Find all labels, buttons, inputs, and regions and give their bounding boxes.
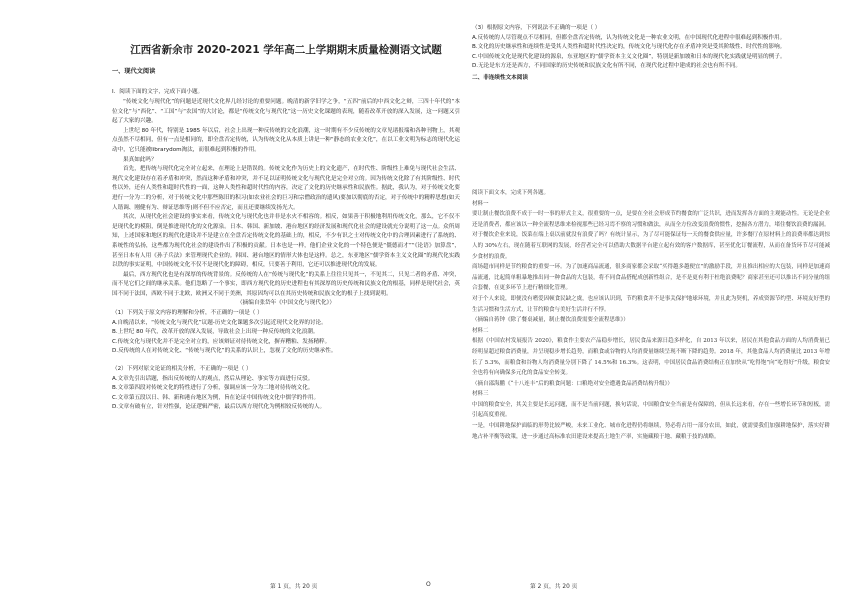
option: B.文化的历史继承性和连续性是受其人类性和超时代性决定的，传统文化与现代化存在矛盾冲突是受其阶级性、时代性的影响。 [472,44,786,51]
page-number-left: 第 1 页，共 20 页 [270,584,318,590]
paragraph: 上世纪 80 年代，特别是 1985 年以后，社会上出现一种反传统的文化浪潮，这一时期有不少反传统的文章见诸报端和各种刊物上，其观点虽然不尽相同，但有一点是相同的，即全盘否定传统，认为传统文化从本质上讲是一种“静态的农业文化”，在以工业文明为标志的现代化运动中，它只能被librarydom淘汰，而很难起到积极的作用。 [112,127,460,153]
question-1: （1）下列关于原文内容的理解和分析，不正确的一项是（ ） [112,310,263,317]
option: B.上世纪 80 年代，改革开放的深入发展，导致社会上出现一种反传统的文化浪潮。 [112,329,319,336]
paragraph: 对于个人来说，即便没有嗜爱因顿食民缺之虞，也应该认识到，节约粮食并不是事关保护地球环境，并且此为契机，养成资源节约型、环境友好型的生活习惯和生活方式，让节约粮食与美好生活并行不悖。 [472,295,830,313]
question-3: （3）根据原文内容，下列说法不正确的一项是（ ） [472,25,601,31]
paragraph: 首先，把传统与现代化完全对立起来，在理论上是错误的。传统文化作为历史上的文化遗产，在时代性、阶级性上难免与现代社会生活、现代文化建设存在着矛盾和冲突，然而这种矛盾和冲突，并不足以证明传统文化与现代化是完全对立的。因为传统文化除了有其阶级性、时代性以外，还有人类性和超时代性的一面，这种人类性和超时代性的内容，决定了文化的历史继承性和民族性。据此，我认为，对于传统文化要进行一分为二的分析，对于传统文化中那些陈旧的积习(如农业社会的巨习和宗僧政治的遗风)要加以彻底的否定，对于传统中的精粹思想(如天人谐调、刚健有为、辩证思维等)则不但不应否定，而且还要继续发扬光大。 [112,166,460,211]
document-title: 江西省新余市 2020-2021 学年高二上学期期末质量检测语文试题 [130,44,442,56]
section-heading-reading: 一、现代文阅读 [112,68,156,75]
paragraph: 要让制止餐饮浪费不成于一时一事的形式主义，很重要的一点，是要在全社会形成节约餐食的广泛共识，进而发挥各方面的主观能动性。无论是企业还是消费者，都应该以一种全流程思维来检视那些已经习焉不察的习惯和做法，从而全方位改变浪费的惯性，挖掘各方潜力，堵住餐饮浪费的漏洞。 [472,211,830,228]
material-label: 材料二 [472,327,489,334]
section-heading-nonlinear: 二、非连续性文本阅读 [472,74,528,81]
material-label: 材料三 [472,391,489,398]
right-column [472,24,830,84]
option: A.文章先引出话题，指出反传统的人的观点，然后从理论、事实等方面进行反驳。 [112,375,314,382]
paragraph: 最后，西方现代化也是有深厚的传统背景的。反传统的人在“传统与现代化”的关系上往往只见其一，不见其二，只见二者的矛盾、冲突，而不见它们之间的继承关系。他们忽略了一个事实，即西方现代化的历史进程也有其深厚的历史传统和民族文化的根基，同样是现代社会，英国不同于法国，西欧不同于北欧，欧洲又不同于美洲，其原因均可以在其历史传统和民族文化的根子上找到说明。 [112,271,460,297]
question-intro: 阅读下面文本，完成下列各题。 [472,190,550,196]
option: D.无论是东方还是西方，不同国家的历史传统和民族文化有所不同，在现代化过程中建成的社会也有所不同。 [472,63,741,70]
option: C.文章第五段以日、韩、新和港台地区为例，旨在论证中国传统文化中儒学的作用。 [112,394,320,401]
excerpt-source: （摘编自蒋钟《除了餐桌减量，制止餐饮浪费需要全流程思维》） [472,317,629,324]
option: C.中国传统文化是现代化建设的源泉，东亚地区的“儒学资本主义文化圈”，特别是新加坡和日本的现代化实践就是明显的例子。 [472,53,786,60]
left-article [112,98,460,413]
paragraph: 根据《中国农村发展报告 2020》，粮食作主要农产品稳步增长，居民食品来源日趋多样化，自 2013 年以来，居民在其他食品方面的人均消费量已经明显超过粮食消费量，并呈现稳步增长趋势，而粮食或谷物的人均消费量继续呈现不断下降的趋势。2018 年，其他食品人均消费量比 2013 年增长了 5.3%，而粮食和谷物人均消费量分别下降了 14.5%和 16.3%。这表明，中国居民食品消费结构正在加快从“吃得饱”向“吃得好”升级，粮食安全也将有向确保多元化的食品安全转变。 [472,338,830,377]
option: C.传统文化与现代化并不是完全对立的，应该辩证对待传统文化，摒弃糟粕、发扬精粹。 [112,338,331,345]
option: D.文章有破有立，针对性强，论证逻辑严密，最后以西方现代化为例相较反传统的人。 [112,404,326,411]
option: A.反传统的人尽管观点不尽相同，但都全盘否定传统，认为传统文化是一种农业文明，在中国现代化进程中很难起到积极作用。 [472,34,786,41]
paragraph: 一是，中国耕地保护面临的形势比较严峻，未来工业化、城市化进程仍将继续，势必将占用一部分农田，如此，就需要我们加强耕地保护，落实好耕地占补平衡等政策，进一步通过高标准农田建设来提高土地生产率，实施藏粮于地、藏粮于技的战略。 [472,423,830,440]
paragraph: 其次，从现代化社会建设的事实来看，传统文化与现代化也并非是水火不相容的。相反，如果善于积极地利用传统文化，那么，它不仅不是现代化的模阻，倒是推进现代化的文化源泉。日本、韩国、新加坡、港台地区的经济发展和现代化社会的建设就充分说明了这一点。众所周知，上述国家和地区的现代化建设并不是建立在全盘否定传统文化的基础上的，相反，不少有识之士对传统文化中的合理因素进行了系统的、系统性的弘扬，这些都为现代化社会的建设作出了积极的贡献。日本也是一样，他们企业文化的一个特色便是“僵德而才”“《论语》加算盘”，甚至日本有人用《孙子兵法》来管理现代企业的。韩国、港台地区的情形大体也是这样。总之，东亚地区“儒学资本主义文化圈”的现代化实践以铁的事实证明，中国传统文化不仅不是现代化的障碍，相反，只要善于利用，它还可以推进现代化的发展。 [112,214,460,269]
binding-hole-mark: O [426,581,431,588]
excerpt-source: （摘编自张岱年《中国文化与现代化》） [237,300,335,307]
paragraph: 中国的粮食安全，其关主要是长远问题，而不是当前问题，换句话说，中国粮食安全当前是有保障的，但从长远来看，存在一些增长环节和短板，需引起高度重视。 [472,401,830,419]
excerpt-source: （摘自邵海鹏《“十八连丰”后的粮食问题：口粮绝对安全遭遇食品消费结构升级》） [472,380,673,387]
option: A.自晚清以来，“传统文化与现代化”议题-历史文化课题多次引起近现代文化界的讨论。 [112,319,327,326]
page-number-right: 第 2 页，共 20 页 [530,584,578,590]
paragraph: 果真如此吗？ [123,156,157,163]
material-label: 材料一 [472,200,489,207]
question-2: （2）下列对原文论证的相关分析，不正确的一项是（ ） [112,366,252,373]
paragraph: 商场超市同样是节约粮食的重要一环。为了加速商品流通，很多商家都会采取“买得越多越便宜”的激励手段，并且推出相应的大包装，同样是加速商品流通，比起简单粗暴地推出同一种食品的大包装，将不同食品搭配成创新性组合，是不是更有利于杜绝浪费呢？商家甚至还可以推出不同分量的组合套餐，在更多环节上进行精细化管理。 [472,264,830,292]
question-intro: I．阅读下面的文字，完成下面小题。 [112,89,204,95]
paragraph: 对于餐饮企业来说，饭菜在端上桌以前就没有浪费了吗？有统计显示，为了尽可能保证每一天的餐食供应量，许多餐厅在原材料上的浪费率都达到惊人的 30%左右，现在随着互联网的发展，经营者完全可以借助大数据平台建立起有效的客户数据库，甚至优化订餐流程，从而在备货环节尽可能减少食材的浪费。 [472,232,830,260]
nonlinear-text [472,188,830,442]
option: D.反传统的人在对传统文化、“传统与现代化”的关系的认识上，忽视了文化的历史继承性。 [112,348,337,355]
option: B.文章第四段对传统文化的特性进行了分析，强调应该一分为二地对待传统文化。 [112,385,314,392]
paragraph: “传统文化与现代化”的问题是近现代文化界几经讨论的重要问题。晚清的新学旧学之争，“五四”前后的中西文化之辩，三四十年代的“本位文化”与“西化”、“工国”与“农国”的大讨论，都是“传统文化与现代化”这一历史文化课题的表现，随着改革开放的深入发展，这一问题又引起了大家的兴趣。 [112,99,460,125]
